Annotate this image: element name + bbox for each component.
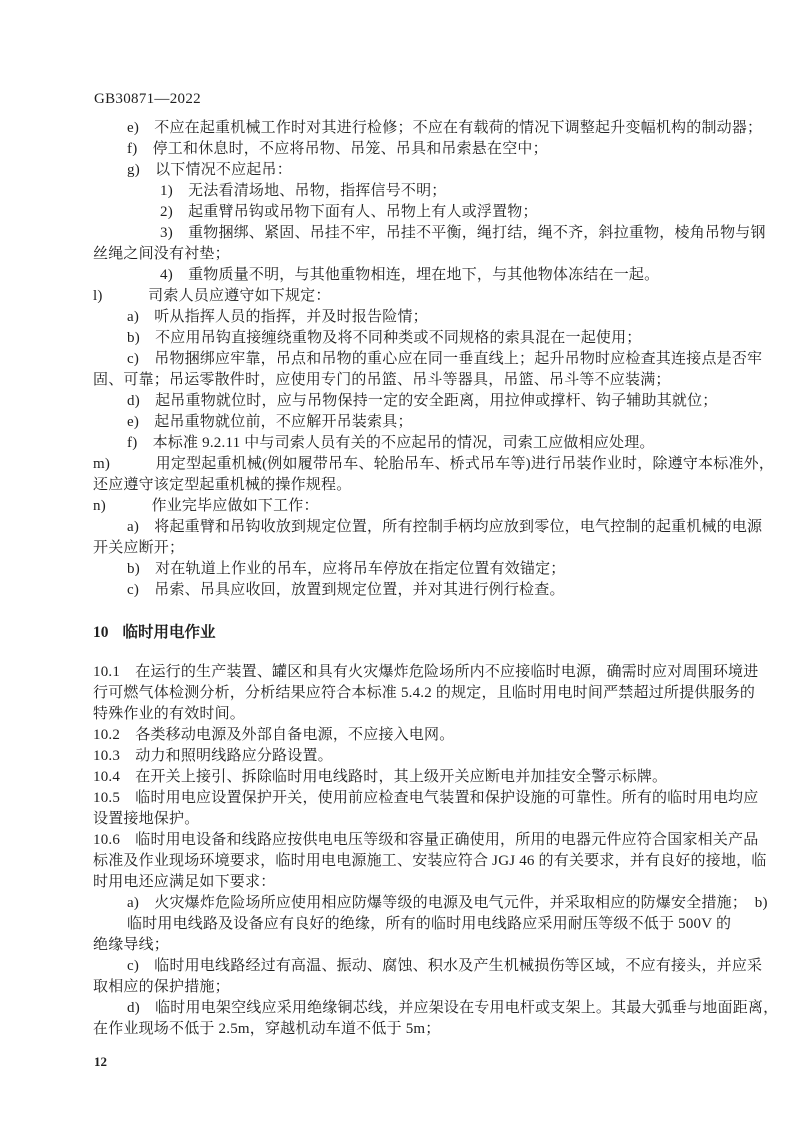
text-line: 10.3 动力和照明线路应分路设置。 [93,748,333,764]
text-line: b) 不应用吊钩直接缠绕重物及将不同种类或不同规格的索具混在一起使用； [127,330,642,346]
text-line: 固、可靠；吊运零散件时，应使用专门的吊篮、吊斗等器具，吊篮、吊斗等不应装满； [93,372,671,388]
text-line: 开关应断开； [93,540,185,556]
text-line: 行可燃气体检测分析，分析结果应符合本标准 5.4.2 的规定，且临时用电时间严禁超过所提供服务的 [93,685,756,701]
document-body [93,118,779,1040]
text-line: 3) 重物捆绑、紧固、吊挂不牢，吊挂不平衡，绳打结，绳不齐，斜拉重物，棱角吊物与钢 [160,225,766,241]
text-line: f) 本标准 9.2.11 中与司索人员有关的不应起吊的情况，司索工应做相应处理。 [127,435,655,451]
text-line: a) 听从指挥人员的指挥，并及时报告险情； [127,309,428,325]
text-line: d) 临时用电架空线应采用绝缘铜芯线，并应架设在专用电杆或支架上。其最大弧垂与地面距离， [127,1000,779,1016]
text-line: b) 对在轨道上作业的吊车，应将吊车停放在指定位置有效锚定； [127,561,566,577]
text-line: c) 吊物捆绑应牢靠，吊点和吊物的重心应在同一垂直线上；起升吊物时应检查其连接点是否牢 [127,351,763,367]
text-line: a) 将起重臂和吊钩收放到规定位置，所有控制手柄均应放到零位，电气控制的起重机械的电源 [127,519,763,535]
text-line: 10.2 各类移动电源及外部自备电源，不应接入电网。 [93,727,455,743]
text-line: f) 停工和休息时，不应将吊物、吊笼、吊具和吊索悬在空中； [127,141,548,157]
section-10-number: 10 [93,624,109,641]
text-line: a) 火灾爆炸危险场所应使用相应防爆等级的电源及电气元件，并采取相应的防爆安全措施； b) [127,895,768,911]
text-line: 10.4 在开关上接引、拆除临时用电线路时，其上级开关应断电并加挂安全警示标牌。 [93,769,668,785]
text-line: 10.5 临时用电应设置保护开关，使用前应检查电气装置和保护设施的可靠性。所有的临时用电均应 [93,790,759,806]
text-line: 时用电还应满足如下要求： [93,874,276,890]
text-line: 还应遵守该定型起重机械的操作规程。 [93,477,352,493]
text-line: g) 以下情况不应起吊： [127,162,292,178]
text-line: l) 司索人员应遵守如下规定： [93,288,331,304]
text-line: 丝绳之间没有衬垫； [93,246,230,262]
section-10-clauses [93,662,779,1040]
text-line: 临时用电线路及设备应有良好的绝缘，所有的临时用电线路应采用耐压等级不低于 500V 的 [127,916,732,932]
text-line: 特殊作业的有效时间。 [93,706,246,722]
text-line: e) 起吊重物就位前，不应解开吊装索具； [127,414,413,430]
text-line: c) 临时用电线路经过有高温、振动、腐蚀、积水及产生机械损伤等区域，不应有接头，并应采 [127,958,763,974]
text-line: m) 用定型起重机械(例如履带吊车、轮胎吊车、桥式吊车等)进行吊装作业时，除遵守本标准外， [93,456,775,472]
text-line: n) 作业完毕应做如下工作： [93,498,319,514]
text-line: e) 不应在起重机械工作时对其进行检修；不应在有载荷的情况下调整起升变幅机构的制动器； [127,120,763,136]
section-10-heading [93,622,753,643]
text-line: 设置接地保护。 [93,811,200,827]
text-line: d) 起吊重物就位时，应与吊物保持一定的安全距离，用拉伸或撑杆、钩子辅助其就位； [127,393,718,409]
text-line: 绝缘导线； [93,937,170,953]
page-number: 12 [94,1054,107,1069]
text-line: c) 吊索、吊具应收回，放置到规定位置，并对其进行例行检查。 [127,582,565,598]
text-line: 取相应的保护措施； [93,979,230,995]
text-line: 4) 重物质量不明，与其他重物相连，埋在地下，与其他物体冻结在一起。 [160,267,660,283]
text-line: 10.6 临时用电设备和线路应按供电电压等级和容量正确使用，所用的电器元件应符合国家相关产品 [93,832,759,848]
section-9-list [93,118,775,601]
standard-number-header: GB30871—2022 [94,91,201,107]
text-line: 10.1 在运行的生产装置、罐区和具有火灾爆炸危险场所内不应接临时电源，确需时应对周围环境进 [93,664,759,680]
text-line: 2) 起重臂吊钩或吊物下面有人、吊物上有人或浮置物； [160,204,538,220]
text-line: 在作业现场不低于 2.5m，穿越机动车道不低于 5m； [93,1021,441,1037]
text-line: 1) 无法看清场地、吊物，指挥信号不明； [160,183,447,199]
section-10-title: 临时用电作业 [122,624,216,641]
text-line: 标准及作业现场环境要求，临时用电电源施工、安装应符合 JGJ 46 的有关要求，并有良好的接地，临 [93,853,767,869]
